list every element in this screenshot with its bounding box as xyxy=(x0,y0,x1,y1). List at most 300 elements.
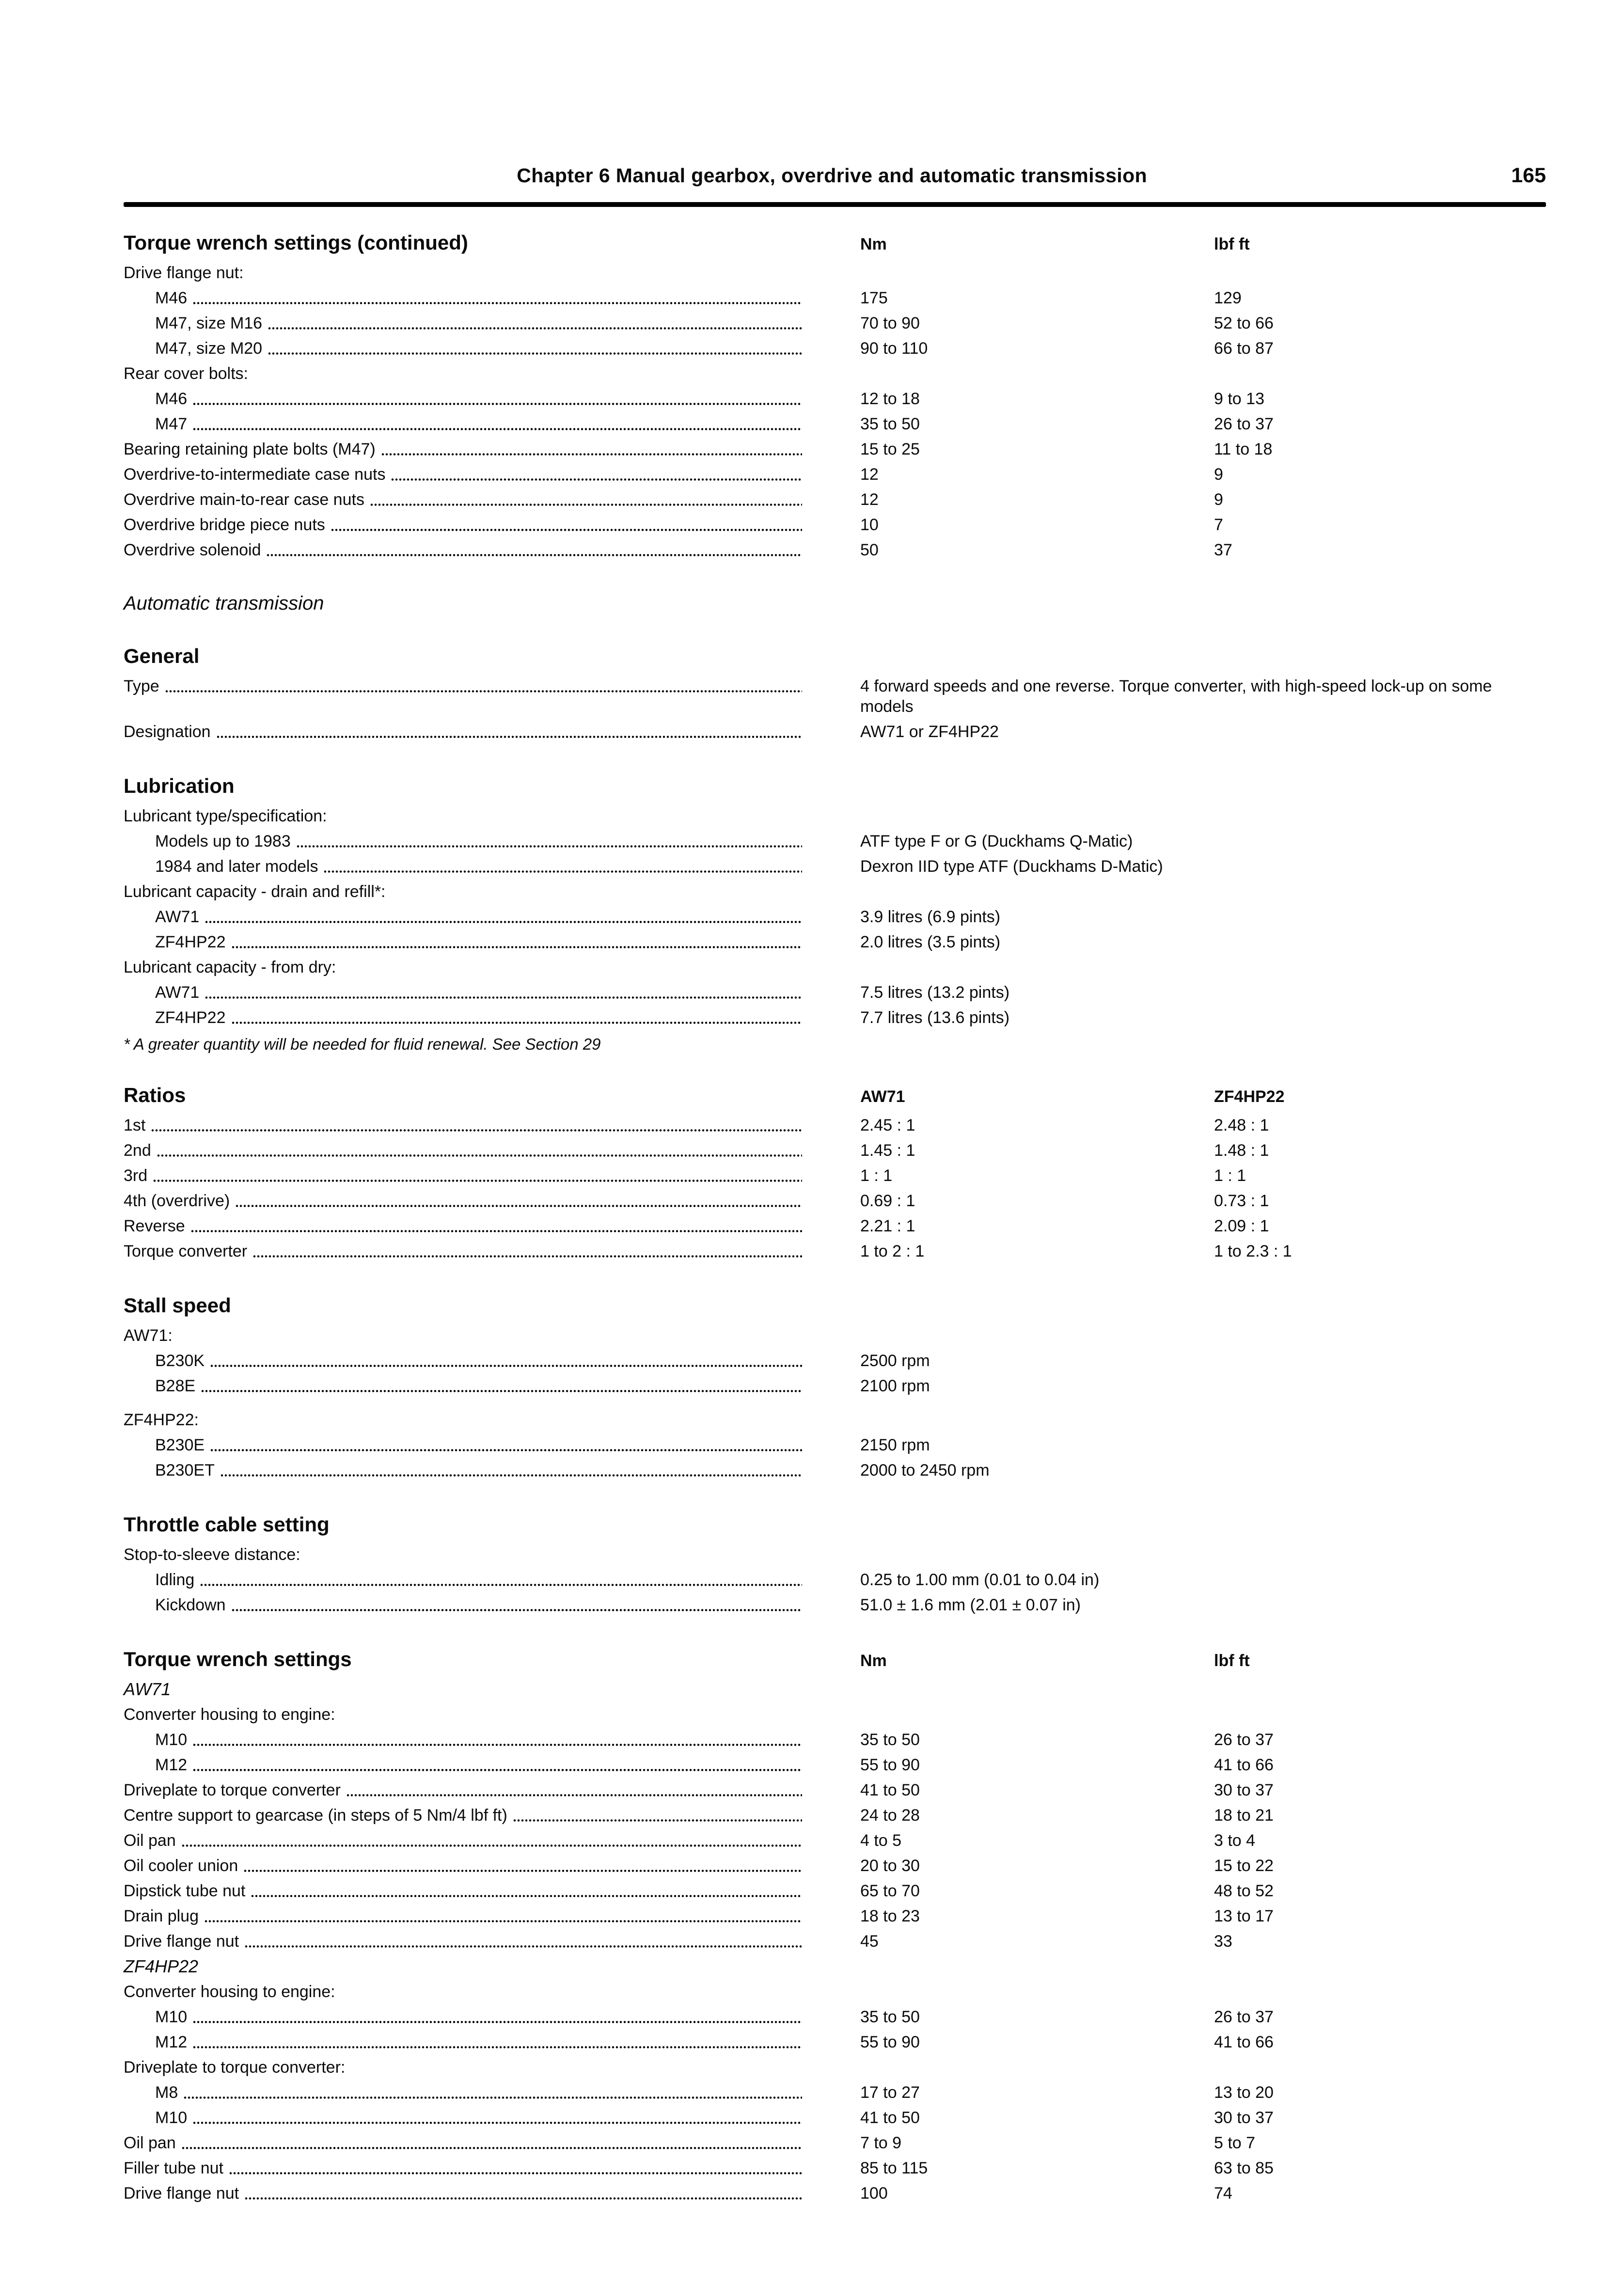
value-col1: 1.45 : 1 xyxy=(860,1141,915,1160)
dotted-leader xyxy=(200,1583,802,1587)
spec-row xyxy=(124,1727,1546,1752)
spec-label-cell xyxy=(124,414,860,434)
spec-row xyxy=(124,1239,1546,1264)
value-col2: 3 to 4 xyxy=(1214,1831,1256,1850)
value-col1: 35 to 50 xyxy=(860,1731,920,1749)
spec-row xyxy=(124,2055,1546,2080)
value-col1: 55 to 90 xyxy=(860,1756,920,1774)
value-col2: 0.73 : 1 xyxy=(1214,1192,1269,1210)
spec-label: Bearing retaining plate bolts (M47) xyxy=(124,440,376,458)
dotted-leader xyxy=(221,1474,802,1477)
value-col1: 90 to 110 xyxy=(860,339,928,358)
dotted-leader xyxy=(153,1179,802,1182)
value-col2: 41 to 66 xyxy=(1214,1756,1274,1774)
dotted-leader xyxy=(193,301,802,305)
spec-row xyxy=(124,854,1546,879)
spec-label-cell xyxy=(124,2158,860,2178)
dotted-leader xyxy=(391,478,802,481)
value-col1: 45 xyxy=(860,1932,879,1951)
spec-label-cell xyxy=(124,2082,860,2103)
value-col1: 0.69 : 1 xyxy=(860,1192,915,1210)
spec-label-cell xyxy=(124,1165,860,1186)
spec-label: AW71 xyxy=(155,983,200,1002)
dotted-leader xyxy=(245,2197,802,2200)
spec-label-cell xyxy=(124,540,860,560)
spec-row xyxy=(124,1323,1546,1348)
spec-label-cell xyxy=(124,831,860,851)
spec-label: M10 xyxy=(155,2109,188,2127)
spec-row xyxy=(124,829,1546,854)
spec-row xyxy=(124,361,1546,386)
value-col2: 5 to 7 xyxy=(1214,2134,1256,2152)
spec-row xyxy=(124,2130,1546,2156)
spec-row xyxy=(124,437,1546,462)
spec-label-cell xyxy=(124,2133,860,2153)
spec-label: B230K xyxy=(155,1352,205,1370)
spec-row xyxy=(124,1803,1546,1828)
dotted-leader xyxy=(232,945,803,949)
spec-label: Driveplate to torque converter xyxy=(124,1781,341,1799)
value-col2: 1.48 : 1 xyxy=(1214,1141,1269,1160)
spec-label-cell xyxy=(124,389,860,409)
spec-label: Drive flange nut xyxy=(124,1932,239,1951)
spec-row xyxy=(124,1752,1546,1778)
spec-row xyxy=(124,1954,1546,1979)
value-col1: 18 to 23 xyxy=(860,1907,920,1925)
spec-label: Kickdown xyxy=(155,1596,226,1614)
spec-label: AW71 xyxy=(155,908,200,926)
spec-row xyxy=(124,487,1546,512)
spec-row xyxy=(124,1592,1546,1618)
value-col2: 18 to 21 xyxy=(1214,1806,1274,1825)
dotted-leader xyxy=(217,735,802,739)
value-col1: 7.5 litres (13.2 pints) xyxy=(860,983,1010,1002)
value-col2: 63 to 85 xyxy=(1214,2159,1274,2177)
dotted-leader xyxy=(513,1819,802,1822)
spec-label-cell xyxy=(124,313,860,333)
spec-label: Filler tube nut xyxy=(124,2159,223,2177)
section-heading: Lubrication xyxy=(124,774,235,797)
section-heading: Stall speed xyxy=(124,1294,231,1317)
column-header-2: lbf ft xyxy=(1214,235,1250,253)
section-heading-row xyxy=(124,1513,1546,1536)
spec-row xyxy=(124,879,1546,904)
dotted-leader xyxy=(193,427,802,431)
spec-label-cell xyxy=(124,676,860,696)
spec-label: AW71: xyxy=(124,1326,173,1345)
spec-label-cell xyxy=(124,957,860,977)
value-col1: 2.21 : 1 xyxy=(860,1217,915,1235)
spec-label-cell xyxy=(124,1780,860,1800)
spec-row xyxy=(124,803,1546,829)
dotted-leader xyxy=(253,1255,802,1258)
spec-label-cell xyxy=(124,2183,860,2204)
spec-label: Drive flange nut xyxy=(124,2184,239,2203)
spec-label-cell xyxy=(124,2007,860,2027)
value-col1: 15 to 25 xyxy=(860,440,920,458)
spec-label-cell xyxy=(124,1191,860,1211)
value-col1: 2100 rpm xyxy=(860,1377,930,1395)
value-col2: 26 to 37 xyxy=(1214,1731,1274,1749)
value-col1: 12 to 18 xyxy=(860,390,920,408)
value-col1: 2.0 litres (3.5 pints) xyxy=(860,933,1001,951)
section-heading: Torque wrench settings (continued) xyxy=(124,231,468,254)
value-col1: 1 to 2 : 1 xyxy=(860,1242,925,1260)
spec-label: Overdrive bridge piece nuts xyxy=(124,516,325,534)
dotted-leader xyxy=(191,1229,802,1233)
spec-label: B28E xyxy=(155,1377,196,1395)
dotted-leader xyxy=(297,845,802,848)
spec-label: M12 xyxy=(155,1756,188,1774)
spec-label-cell xyxy=(124,1856,860,1876)
dotted-leader xyxy=(193,402,802,406)
spec-label: Idling xyxy=(155,1571,195,1589)
spec-label-cell xyxy=(124,2108,860,2128)
spec-label: ZF4HP22: xyxy=(124,1411,199,1429)
spec-label: M10 xyxy=(155,2008,188,2026)
spec-row xyxy=(124,2181,1546,2206)
dotted-leader xyxy=(229,2172,802,2175)
spec-label: Overdrive-to-intermediate case nuts xyxy=(124,465,386,484)
dotted-leader xyxy=(232,1608,802,1612)
value-col1: 35 to 50 xyxy=(860,415,920,433)
spec-row xyxy=(124,462,1546,487)
spec-label: Centre support to gearcase (in steps of 5 Nm/4 lbf ft) xyxy=(124,1806,507,1825)
spec-label-cell xyxy=(124,1241,860,1261)
value-col1: Dexron IID type ATF (Duckhams D-Matic) xyxy=(860,857,1163,876)
spec-label-cell xyxy=(124,1931,860,1952)
chapter-title: Chapter 6 Manual gearbox, overdrive and automatic transmission xyxy=(517,164,1147,187)
spec-label: Oil pan xyxy=(124,1831,176,1850)
spec-label: M47, size M20 xyxy=(155,339,263,358)
spec-label-cell xyxy=(124,1410,860,1430)
spec-label-cell xyxy=(124,722,860,742)
value-col2: 26 to 37 xyxy=(1214,415,1274,433)
spec-row xyxy=(124,2105,1546,2130)
spec-row xyxy=(124,1853,1546,1878)
spec-row xyxy=(124,260,1546,285)
value-col1: 20 to 30 xyxy=(860,1857,920,1875)
dotted-leader xyxy=(347,1794,802,1797)
value-col1: 24 to 28 xyxy=(860,1806,920,1825)
spec-label: B230E xyxy=(155,1436,205,1454)
spec-row xyxy=(124,929,1546,955)
section xyxy=(124,1084,1546,1264)
spec-row xyxy=(124,1828,1546,1853)
spec-row xyxy=(124,1213,1546,1239)
dotted-leader xyxy=(157,1154,802,1157)
spec-row xyxy=(124,1373,1546,1399)
value-col1: 2150 rpm xyxy=(860,1436,930,1454)
value-col2: 1 to 2.3 : 1 xyxy=(1214,1242,1292,1260)
value-col1: 2000 to 2450 rpm xyxy=(860,1461,990,1480)
section xyxy=(124,593,1546,614)
spec-sections xyxy=(124,231,1546,2206)
spec-row xyxy=(124,674,1546,719)
spec-label-cell xyxy=(124,907,860,927)
value-col1: 2500 rpm xyxy=(860,1352,930,1370)
dotted-leader xyxy=(151,1129,802,1132)
spec-row xyxy=(124,1878,1546,1904)
spec-label-cell xyxy=(124,1982,860,2002)
spec-label: Lubricant capacity - from dry: xyxy=(124,958,336,976)
value-col2: 30 to 37 xyxy=(1214,1781,1274,1799)
dotted-leader xyxy=(245,1945,802,1948)
section xyxy=(124,231,1546,563)
spec-row xyxy=(124,1163,1546,1188)
value-col1: ATF type F or G (Duckhams Q-Matic) xyxy=(860,832,1133,850)
spec-label: 1st xyxy=(124,1116,146,1134)
value-col1: 65 to 70 xyxy=(860,1882,920,1900)
value-col1: 51.0 ± 1.6 mm (2.01 ± 0.07 in) xyxy=(860,1596,1081,1614)
spec-label-cell xyxy=(124,338,860,359)
spec-row xyxy=(124,512,1546,537)
spec-label-cell xyxy=(124,1730,860,1750)
header-rule xyxy=(124,202,1546,207)
spec-label: 3rd xyxy=(124,1166,148,1185)
value-col2: 13 to 17 xyxy=(1214,1907,1274,1925)
section xyxy=(124,645,1546,744)
spec-row xyxy=(124,1433,1546,1458)
spec-label-cell xyxy=(124,288,860,308)
value-col1: 2.45 : 1 xyxy=(860,1116,915,1134)
footnote: * A greater quantity will be needed for fluid renewal. See Section 29 xyxy=(124,1035,601,1053)
dotted-leader xyxy=(210,1449,802,1452)
section-heading: Ratios xyxy=(124,1084,186,1106)
column-header-1: Nm xyxy=(860,235,887,253)
section-heading: Torque wrench settings xyxy=(124,1648,352,1670)
spec-label-cell xyxy=(124,1595,860,1615)
dotted-leader xyxy=(205,1920,802,1923)
spec-label: ZF4HP22 xyxy=(155,1008,226,1027)
value-col2: 9 xyxy=(1214,465,1223,484)
dotted-leader xyxy=(205,996,802,999)
dotted-leader xyxy=(193,2121,802,2125)
spec-row xyxy=(124,1407,1546,1433)
spec-label-cell xyxy=(124,1140,860,1161)
value-col1: 50 xyxy=(860,541,879,559)
value-col2: 37 xyxy=(1214,541,1232,559)
value-col2: 1 : 1 xyxy=(1214,1166,1246,1185)
dotted-leader xyxy=(370,503,802,506)
spec-label-cell xyxy=(124,439,860,459)
spec-row xyxy=(124,1778,1546,1803)
spec-label-cell xyxy=(124,1906,860,1926)
value-col1: 3.9 litres (6.9 pints) xyxy=(860,908,1001,926)
spec-label: M47, size M16 xyxy=(155,314,263,332)
spec-label-cell xyxy=(124,982,860,1003)
value-col1: 100 xyxy=(860,2184,888,2203)
spec-row xyxy=(124,537,1546,563)
spec-label: Designation xyxy=(124,723,211,741)
spec-label-cell xyxy=(124,806,860,826)
dotted-leader xyxy=(244,1869,802,1873)
spec-label-cell xyxy=(124,1216,860,1236)
spec-label: M46 xyxy=(155,390,188,408)
section-heading-row xyxy=(124,1648,1546,1671)
spec-label-cell xyxy=(124,1881,860,1901)
spec-label-cell xyxy=(124,1679,860,1700)
value-col2: 15 to 22 xyxy=(1214,1857,1274,1875)
dotted-leader xyxy=(201,1389,802,1393)
section xyxy=(124,774,1546,1054)
section-heading: Automatic transmission xyxy=(124,593,324,614)
spec-label: Drain plug xyxy=(124,1907,199,1925)
value-col1: 10 xyxy=(860,516,879,534)
value-col2: 13 to 20 xyxy=(1214,2083,1274,2102)
spec-label-cell xyxy=(124,1351,860,1371)
value-col2: 11 to 18 xyxy=(1214,440,1273,458)
spec-label-cell xyxy=(124,1435,860,1455)
spec-label: AW71 xyxy=(124,1679,171,1699)
spec-label-cell xyxy=(124,2057,860,2078)
spec-label-cell xyxy=(124,1460,860,1480)
value-col2: 66 to 87 xyxy=(1214,339,1274,358)
spec-row xyxy=(124,1567,1546,1592)
section-heading-row xyxy=(124,1294,1546,1317)
spec-label: Type xyxy=(124,677,159,695)
spec-row xyxy=(124,336,1546,361)
spec-label-cell xyxy=(124,856,860,877)
spec-label: Drive flange nut: xyxy=(124,264,244,282)
spec-row xyxy=(124,955,1546,980)
spec-row xyxy=(124,1677,1546,1702)
spec-row xyxy=(124,411,1546,437)
spec-label-cell xyxy=(124,1755,860,1775)
value-col1: 55 to 90 xyxy=(860,2033,920,2051)
value-col2: 33 xyxy=(1214,1932,1232,1951)
value-col1: 41 to 50 xyxy=(860,2109,920,2127)
spec-label: Converter housing to engine: xyxy=(124,1705,335,1724)
dotted-leader xyxy=(267,553,802,557)
spec-label: 1984 and later models xyxy=(155,857,318,876)
spec-row xyxy=(124,1348,1546,1373)
value-col1: 175 xyxy=(860,289,888,307)
value-col2: 9 xyxy=(1214,490,1223,509)
section-heading-row xyxy=(124,1084,1546,1107)
spec-label: M12 xyxy=(155,2033,188,2051)
dotted-leader xyxy=(236,1204,802,1208)
value-col2: 41 to 66 xyxy=(1214,2033,1274,2051)
column-header-1: AW71 xyxy=(860,1087,905,1106)
spec-row xyxy=(124,311,1546,336)
value-col1: 35 to 50 xyxy=(860,2008,920,2026)
dotted-leader xyxy=(184,2096,802,2099)
spec-label: Models up to 1983 xyxy=(155,832,291,850)
spec-label-cell xyxy=(124,2032,860,2052)
dotted-leader xyxy=(324,870,802,873)
spec-row xyxy=(124,1458,1546,1483)
spec-label-cell xyxy=(124,1704,860,1725)
value-col2: 30 to 37 xyxy=(1214,2109,1274,2127)
spec-label: Driveplate to torque converter: xyxy=(124,2058,346,2077)
spec-label-cell xyxy=(124,1570,860,1590)
section-heading-row xyxy=(124,593,1546,614)
value-col1: 4 to 5 xyxy=(860,1831,902,1850)
spec-label: Oil pan xyxy=(124,2134,176,2152)
spec-label: ZF4HP22 xyxy=(155,933,226,951)
value-col2: 74 xyxy=(1214,2184,1232,2203)
spec-label-cell xyxy=(124,1008,860,1028)
dotted-leader xyxy=(193,2020,802,2024)
page-number: 165 xyxy=(1511,164,1546,187)
spec-row xyxy=(124,1138,1546,1163)
dotted-leader xyxy=(182,1844,802,1847)
dotted-leader xyxy=(165,690,802,693)
spec-label: Overdrive main-to-rear case nuts xyxy=(124,490,364,509)
spec-label-cell xyxy=(124,1805,860,1826)
value-col1: 12 xyxy=(860,490,879,509)
value-col1: 12 xyxy=(860,465,879,484)
dotted-leader xyxy=(268,352,802,355)
spec-label-cell xyxy=(124,1376,860,1396)
spec-row xyxy=(124,2030,1546,2055)
spec-label-cell xyxy=(124,1544,860,1565)
spec-label: ZF4HP22 xyxy=(124,1956,199,1976)
spec-label: M47 xyxy=(155,415,188,433)
page-header xyxy=(124,164,1546,188)
section-heading-row xyxy=(124,231,1546,254)
spec-row xyxy=(124,1702,1546,1727)
dotted-leader xyxy=(182,2146,802,2150)
value-col1: 85 to 115 xyxy=(860,2159,928,2177)
value-col2: 2.48 : 1 xyxy=(1214,1116,1269,1134)
spec-label-cell xyxy=(124,363,860,384)
value-col1: 1 : 1 xyxy=(860,1166,893,1185)
spec-row xyxy=(124,2080,1546,2105)
spec-row xyxy=(124,904,1546,929)
column-header-1: Nm xyxy=(860,1652,887,1670)
spec-label: Converter housing to engine: xyxy=(124,1983,335,2001)
dotted-leader xyxy=(210,1364,802,1368)
spec-label-cell xyxy=(124,1115,860,1135)
spec-label-cell xyxy=(124,464,860,485)
spec-label: Reverse xyxy=(124,1217,185,1235)
section xyxy=(124,1513,1546,1618)
spec-label: M8 xyxy=(155,2083,178,2102)
spec-label: Dipstick tube nut xyxy=(124,1882,246,1900)
spec-label-cell xyxy=(124,1830,860,1851)
dotted-leader xyxy=(205,920,802,924)
value-col2: 7 xyxy=(1214,516,1223,534)
spec-label: 4th (overdrive) xyxy=(124,1192,230,1210)
spec-label: Rear cover bolts: xyxy=(124,364,248,383)
value-col2: 26 to 37 xyxy=(1214,2008,1274,2026)
dotted-leader xyxy=(232,1021,803,1024)
dotted-leader xyxy=(193,1743,802,1747)
spec-label-cell xyxy=(124,932,860,952)
spec-label: M46 xyxy=(155,289,188,307)
section-heading: Throttle cable setting xyxy=(124,1513,330,1536)
dotted-leader xyxy=(381,453,802,456)
spec-row xyxy=(124,1929,1546,1954)
spec-row xyxy=(124,1113,1546,1138)
value-col1: 7.7 litres (13.6 pints) xyxy=(860,1008,1010,1027)
spec-row xyxy=(124,2156,1546,2181)
section xyxy=(124,1648,1546,2206)
spec-label-cell xyxy=(124,1956,860,1977)
spec-row xyxy=(124,1005,1546,1030)
spec-label: Overdrive solenoid xyxy=(124,541,261,559)
spec-row xyxy=(124,285,1546,311)
column-header-2: ZF4HP22 xyxy=(1214,1087,1285,1106)
spec-row xyxy=(124,1188,1546,1213)
value-col1: 41 to 50 xyxy=(860,1781,920,1799)
dotted-leader xyxy=(193,2046,802,2049)
spec-row xyxy=(124,1979,1546,2004)
spec-label: M10 xyxy=(155,1731,188,1749)
value-col2: 48 to 52 xyxy=(1214,1882,1274,1900)
